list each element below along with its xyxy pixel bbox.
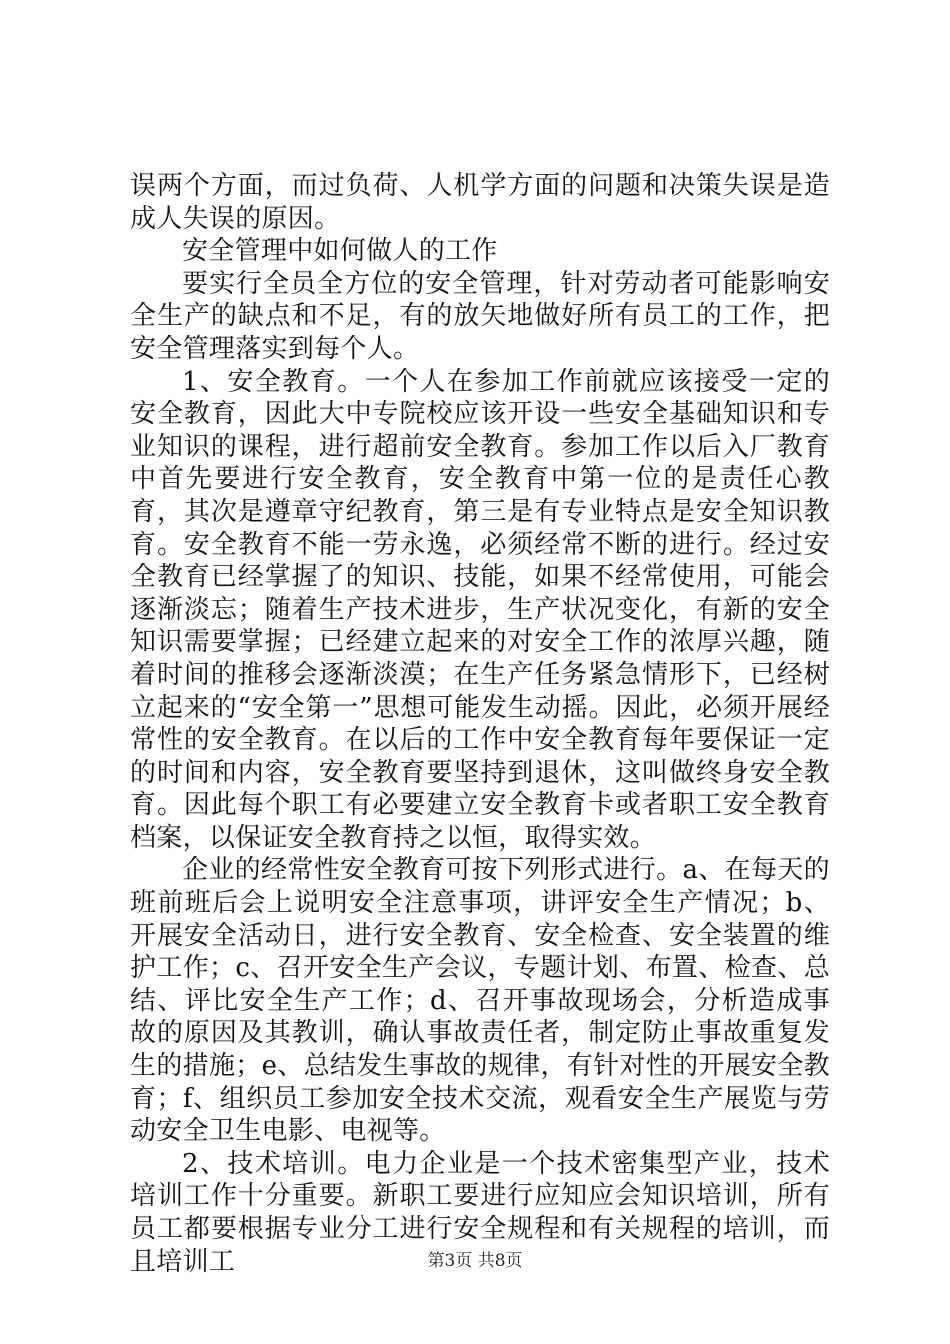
paragraph-continuation: 误两个方面，而过负荷、人机学方面的问题和决策失误是造成人失误的原因。: [130, 171, 830, 234]
paragraph-regular-education: 企业的经常性安全教育可按下列形式进行。a、在每天的班前班后会上说明安全注意事项，讲评安全生产情况；b、开展安全活动日，进行安全教育、安全检查、安全装置的维护工作；c、召开安全生产会议，专题计划、布置、检查、总结、评比安全生产工作；d、召开事故现场会，分析造成事故的原因及其教训，确认事故责任者，制定防止事故重复发生的措施；e、总结发生事故的规律，有针对性的开展安全教育；f、组织员工参加安全技术交流，观看安全生产展览与劳动安全卫生电影、电视等。: [130, 855, 830, 1147]
paragraph-intro: 要实行全员全方位的安全管理，针对劳动者可能影响安全生产的缺点和不足，有的放矢地做好所有员工的工作，把安全管理落实到每个人。: [130, 268, 830, 364]
section-heading: 安全管理中如何做人的工作: [182, 236, 498, 267]
document-body: [130, 170, 830, 1278]
page-number-label: 第3页 共8页: [427, 1251, 523, 1271]
page-footer: [0, 1246, 950, 1271]
paragraph-safety-education: 1、安全教育。一个人在参加工作前就应该接受一定的安全教育，因此大中专院校应该开设一些安全基础知识和专业知识的课程，进行超前安全教育。参加工作以后入厂教育中首先要进行安全教育，安全教育中第一位的是责任心教育，其次是遵章守纪教育，第三是有专业特点是安全知识教育。安全教育不能一劳永逸，必须经常不断的进行。经过安全教育已经掌握了的知识、技能，如果不经常使用，可能会逐渐淡忘；随着生产技术进步，生产状况变化，有新的安全知识需要掌握；已经建立起来的对安全工作的浓厚兴趣，随着时间的推移会逐渐淡漠；在生产任务紧急情形下，已经树立起来的“安全第一”思想可能发生动摇。因此，必须开展经常性的安全教育。在以后的工作中安全教育每年要保证一定的时间和内容，安全教育要坚持到退休，这叫做终身安全教育。因此每个职工有必要建立安全教育卡或者职工安全教育档案，以保证安全教育持之以恒，取得实效。: [130, 366, 830, 853]
paragraph-technical-training: 2、技术培训。电力企业是一个技术密集型产业，技术培训工作十分重要。新职工要进行应知应会知识培训，所有员工都要根据专业分工进行安全规程和有关规程的培训，而且培训工: [130, 1148, 830, 1277]
